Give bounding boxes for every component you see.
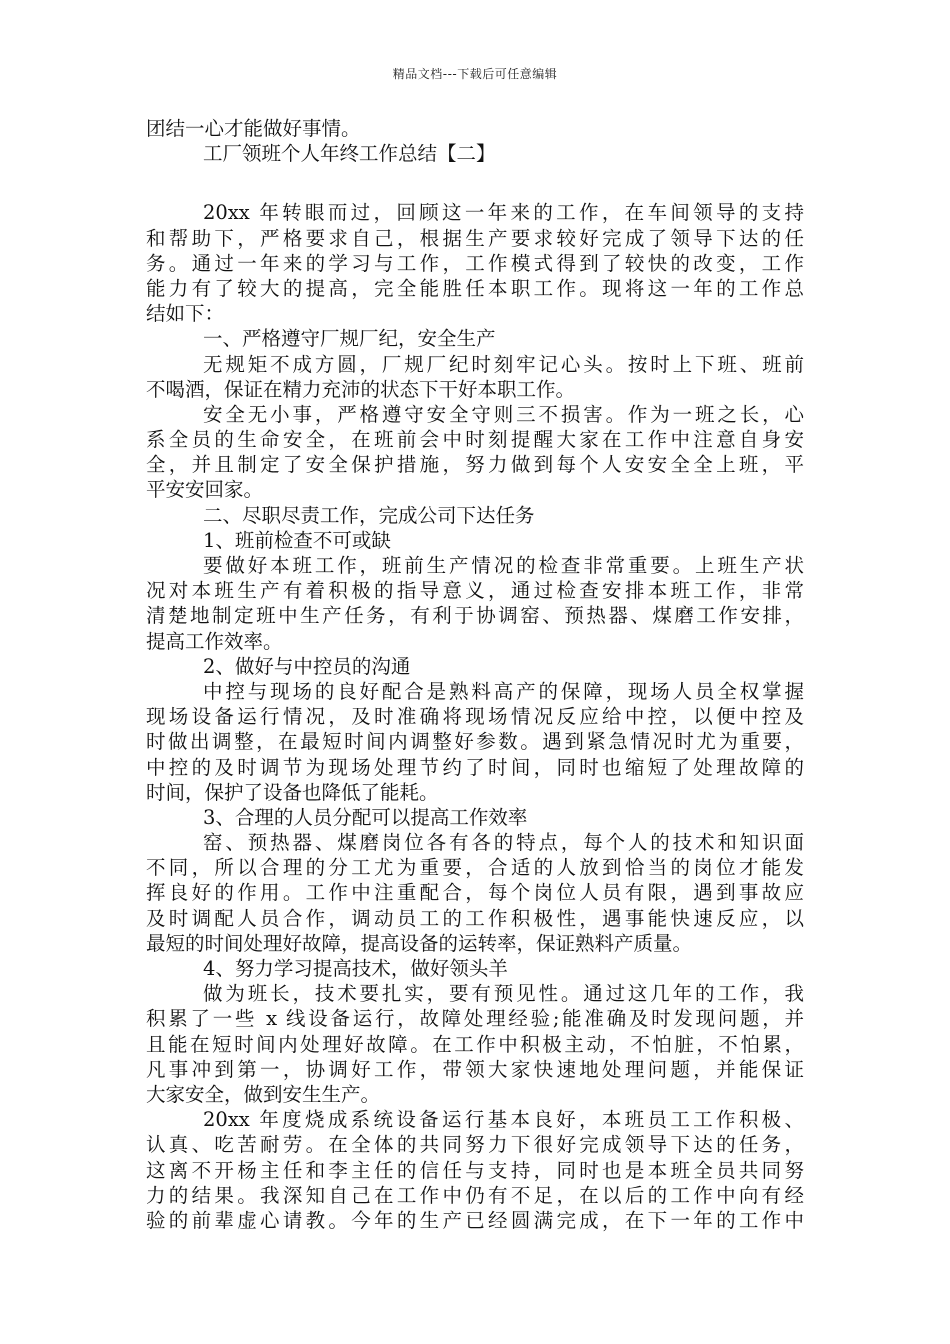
text-line: 且能在短时间内处理好故障。在工作中积极主动，不怕脏，不怕累， xyxy=(146,1032,804,1056)
text-line: 时间，保护了设备也降低了能耗。 xyxy=(146,780,439,804)
text-line: 一、严格遵守厂规厂纪，安全生产 xyxy=(203,327,496,351)
text-line: 安全无小事，严格遵守安全守则三不损害。作为一班之长，心 xyxy=(203,402,804,426)
paragraph-spacer xyxy=(146,166,804,200)
text-line: 中控与现场的良好配合是熟料高产的保障，现场人员全权掌握 xyxy=(203,679,804,703)
text-line: 认真、吃苦耐劳。在全体的共同努力下很好完成领导下达的任务， xyxy=(146,1133,804,1157)
text-line: 团结一心才能做好事情。 xyxy=(146,117,361,140)
text-line: 不喝酒，保证在精力充沛的状态下干好本职工作。 xyxy=(146,377,576,401)
text-line: 凡事冲到第一，协调好工作，带领大家快速地处理问题，并能保证 xyxy=(146,1057,804,1081)
text-line: 要做好本班工作，班前生产情况的检查非常重要。上班生产状 xyxy=(203,554,804,577)
text-line: 积累了一些 x 线设备运行，故障处理经验;能准确及时发现问题，并 xyxy=(146,1007,804,1031)
text-line: 时做出调整，在最短时间内调整好参数。遇到紧急情况时尤为重要， xyxy=(146,730,804,754)
text-line: 清楚地制定班中生产任务，有利于协调窑、预热器、煤磨工作安排， xyxy=(146,604,804,628)
text-line: 中控的及时调节为现场处理节约了时间，同时也缩短了处理故障的 xyxy=(146,755,804,779)
text-line: 及时调配人员合作，调动员工的工作积极性，遇事能快速反应，以 xyxy=(146,906,804,930)
text-line: 平安安回家。 xyxy=(146,478,264,502)
text-line: 1、班前检查不可或缺 xyxy=(203,528,391,552)
text-line: 3、合理的人员分配可以提高工作效率 xyxy=(203,805,528,829)
text-line: 工厂领班个人年终工作总结【二】 xyxy=(203,142,496,166)
text-line: 结如下： xyxy=(146,302,225,326)
text-line: 20xx 年转眼而过，回顾这一年来的工作，在车间领导的支持 xyxy=(203,201,804,225)
text-line: 提高工作效率。 xyxy=(146,629,283,653)
text-line: 最短的时间处理好故障，提高设备的运转率，保证熟料产质量。 xyxy=(146,931,693,955)
text-line: 能力有了较大的提高，完全能胜任本职工作。现将这一年的工作总 xyxy=(146,276,804,300)
text-line: 全，并且制定了安全保护措施，努力做到每个人安安全全上班，平 xyxy=(146,453,804,477)
text-line: 二、尽职尽责工作，完成公司下达任务 xyxy=(203,503,535,527)
text-line: 和帮助下，严格要求自己，根据生产要求较好完成了领导下达的任 xyxy=(146,226,804,250)
text-line: 况对本班生产有着积极的指导意义，通过检查安排本班工作，非常 xyxy=(146,579,804,603)
text-line: 力的结果。我深知自己在工作中仍有不足，在以后的工作中向有经 xyxy=(146,1183,804,1207)
text-line: 做为班长，技术要扎实，要有预见性。通过这几年的工作，我 xyxy=(203,982,804,1006)
text-line: 20xx 年度烧成系统设备运行基本良好，本班员工工作积极、 xyxy=(203,1108,804,1132)
document-body xyxy=(146,116,804,1233)
text-line: 这离不开杨主任和李主任的信任与支持，同时也是本班全员共同努 xyxy=(146,1158,804,1182)
text-line: 系全员的生命安全，在班前会中时刻提醒大家在工作中注意自身安 xyxy=(146,428,804,452)
text-line: 大家安全，做到安生生产。 xyxy=(146,1082,381,1106)
page-header: 精品文档---下载后可任意编辑 xyxy=(392,67,558,81)
text-line: 现场设备运行情况，及时准确将现场情况反应给中控，以便中控及 xyxy=(146,705,804,729)
text-line: 不同，所以合理的分工尤为重要，合适的人放到恰当的岗位才能发 xyxy=(146,856,804,880)
text-line: 4、努力学习提高技术，做好领头羊 xyxy=(203,957,508,980)
text-line: 无规矩不成方圆，厂规厂纪时刻牢记心头。按时上下班、班前 xyxy=(203,352,804,376)
text-line: 务。通过一年来的学习与工作，工作模式得到了较快的改变，工作 xyxy=(146,251,804,275)
text-line: 挥良好的作用。工作中注重配合，每个岗位人员有限，遇到事故应 xyxy=(146,881,804,905)
text-line: 窑、预热器、煤磨岗位各有各的特点，每个人的技术和知识面 xyxy=(203,831,804,855)
text-line: 2、做好与中控员的沟通 xyxy=(203,654,411,678)
text-line: 验的前辈虚心请教。今年的生产已经圆满完成，在下一年的工作中 xyxy=(146,1208,804,1232)
